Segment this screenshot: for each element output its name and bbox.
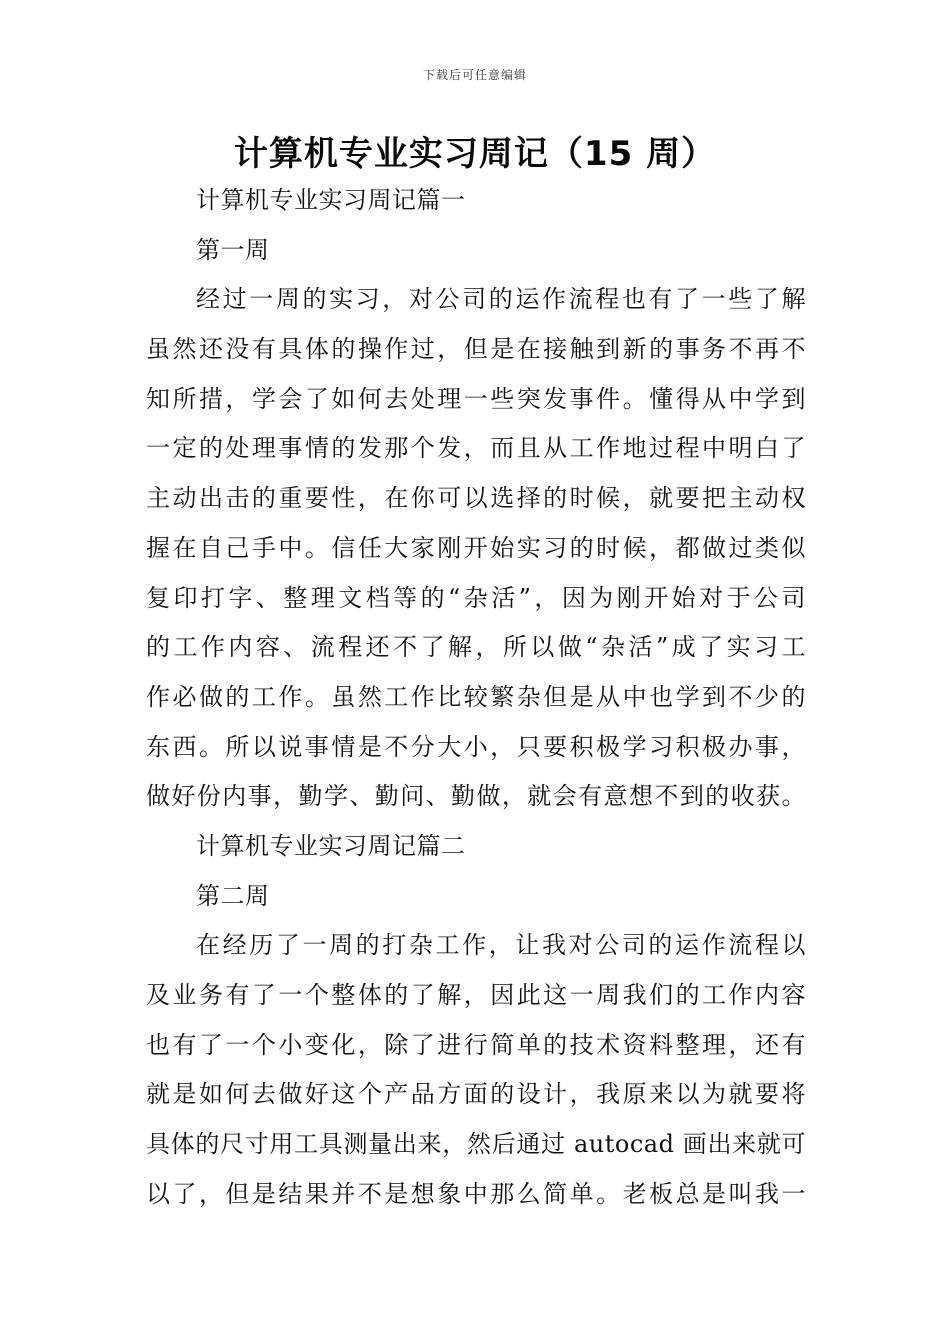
heading-line: 计算机专业实习周记篇一: [196, 186, 466, 214]
paragraph-line: 一定的处理事情的发那个发，而且从工作地过程中明白了: [146, 434, 806, 463]
paragraph-line: 经过一周的实习，对公司的运作流程也有了一些了解: [196, 285, 806, 314]
paragraph-line: 东西。所以说事情是不分大小，只要积极学习积极办事，: [146, 732, 806, 761]
heading-line: 第二周: [196, 881, 270, 910]
header-note: 下载后可任意编辑: [422, 68, 527, 82]
document-title: 计算机专业实习周记（15 周）: [233, 134, 717, 174]
paragraph-line: 作必做的工作。虽然工作比较繁杂但是从中也学到不少的: [146, 682, 806, 711]
paragraph-line: 也有了一个小变化，除了进行简单的技术资料整理，还有: [146, 1030, 806, 1059]
heading-line: 计算机专业实习周记篇二: [196, 831, 466, 860]
paragraph-line: 虽然还没有具体的操作过，但是在接触到新的事务不再不: [146, 335, 806, 364]
heading-line: 第一周: [196, 235, 270, 264]
paragraph-line: 具体的尺寸用工具测量出来，然后通过 autocad 画出来就可: [146, 1130, 806, 1159]
document-body: [146, 176, 806, 1219]
paragraph-line: 主动出击的重要性，在你可以选择的时候，就要把主动权: [146, 484, 806, 513]
paragraph-line: 以了，但是结果并不是想象中那么简单。老板总是叫我一: [146, 1179, 806, 1208]
paragraph-line: 的工作内容、流程还不了解，所以做“杂活”成了实习工: [146, 633, 806, 662]
paragraph-line: 复印打字、整理文档等的“杂活”，因为刚开始对于公司: [146, 583, 806, 612]
paragraph-line: 就是如何去做好这个产品方面的设计，我原来以为就要将: [146, 1080, 806, 1109]
paragraph-line: 知所措，学会了如何去处理一些突发事件。懂得从中学到: [146, 384, 806, 413]
paragraph-line: 及业务有了一个整体的了解，因此这一周我们的工作内容: [146, 981, 806, 1009]
paragraph-line: 握在自己手中。信任大家刚开始实习的时候，都做过类似: [146, 533, 806, 562]
paragraph-line: 做好份内事，勤学、勤问、勤做，就会有意想不到的收获。: [146, 782, 806, 811]
paragraph-line: 在经历了一周的打杂工作，让我对公司的运作流程以: [196, 931, 806, 960]
